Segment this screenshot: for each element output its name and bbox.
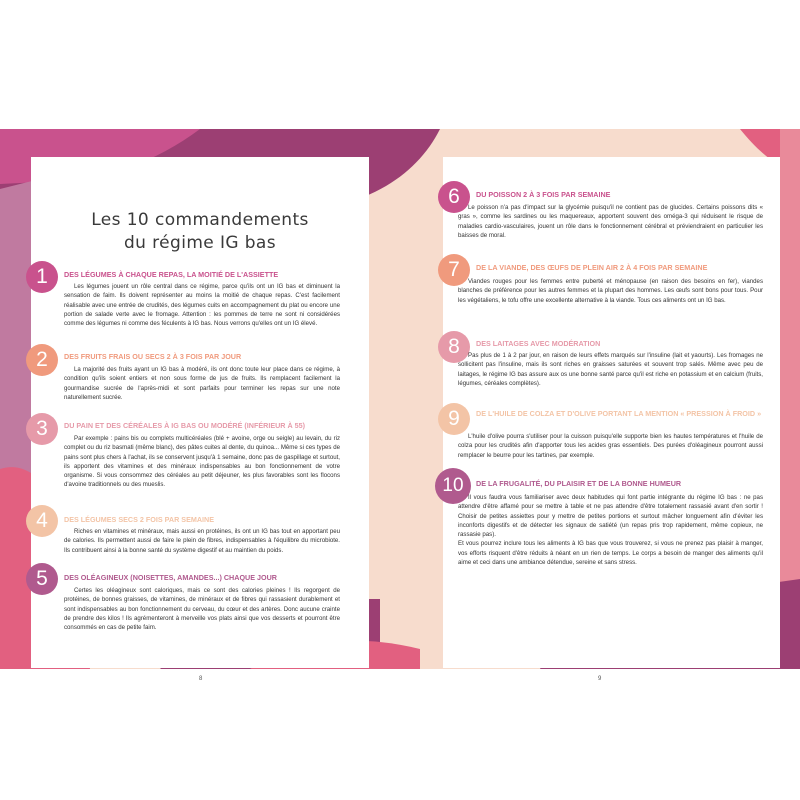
commandment-number-badge: 2: [26, 344, 58, 376]
commandment-body: L'huile d'olive pourra s'utiliser pour la cuisson puisqu'elle supporte bien les hautes températures et l'huile de colza pour les crudités afin d'apporter tous les acides gras essentiels. Des purées d'oléagineux pourront aussi remplacer le beurre pour les tartines, par exemple.: [458, 433, 763, 459]
commandment-body: [458, 493, 763, 567]
left-page: [31, 157, 369, 682]
commandment-body: La majorité des fruits ayant un IG bas à modéré, ils ont donc toute leur place dans ce régime, à condition qu'ils soient entiers et non sous forme de jus de fruits. Ils remplacent facilement la gourmandise sucrée de l'après-midi et sont parfaits pour terminer les repas sur une note naturellement sucrée.: [64, 366, 340, 401]
commandment-number-badge: 8: [438, 331, 470, 363]
commandment-number-badge: 1: [26, 261, 58, 293]
commandment-heading: DES LÉGUMES SECS 2 FOIS PAR SEMAINE: [64, 515, 215, 524]
commandment-body: Les légumes jouent un rôle central dans ce régime, parce qu'ils ont un IG bas et diminuent la sensation de faim. Ils doivent représenter au moins la moitié de chaque repas. C'est facilement réalisable avec une entrée de crudités, des légumes cuits en accompagnement du plat ou encore une portion de salade verte avec le fromage. Attention : les pommes de terre ne sont ni considérées comme des légumes ni comme des féculents à IG bas. Nous verrons qu'elles ont un IG élevé.: [64, 283, 340, 328]
commandment-number-badge: 9: [438, 403, 470, 435]
title-line-1: Les 10 commandements: [91, 210, 309, 230]
commandment-number-badge: 5: [26, 563, 58, 595]
commandment-body-paragraph-1: Il vous faudra vous familiariser avec deux habitudes qui font partie intégrante du régime IG bas : ne pas attendre d'être affamé pour se mettre à table et ne pas attendre d'être totalement rassasié avant d'en sortir ! Choisir de petites assiettes pour y mettre de petites portions et surtout mâcher longuement afin d'éviter les inconforts digestifs et de détecter les signaux de satiété (un repas pris trop rapidement, même copieux, ne rassasie pas).: [458, 494, 763, 539]
commandment-number-badge: 4: [26, 505, 58, 537]
commandment-number-badge: 10: [435, 468, 471, 504]
commandment-body: Par exemple : pains bis ou complets multicéréales (blé + avoine, orge ou seigle) au levain, du riz complet ou du riz basmati (même blanc), des pâtes cuites al dente, du quinoa... Même si ces types de pains sont plus chers à l'achat, ils se conservent jusqu'à 1 semaine, donc pas de gaspillage et surtout, ils apportent des vitamines et des minéraux indispensables au bon fonctionnement de votre organisme. Si vous consommez des céréales au petit déjeuner, les plus favorables sont les flocons d'avoine traditionnels ou des mueslis.: [64, 435, 340, 489]
commandment-number-badge: 3: [26, 413, 58, 445]
page-title: [31, 209, 369, 255]
commandment-heading: DE LA FRUGALITÉ, DU PLAISIR ET DE LA BONNE HUMEUR: [476, 479, 682, 488]
commandment-heading: DES LAITAGES AVEC MODÉRATION: [476, 339, 601, 348]
commandment-number-badge: 6: [438, 181, 470, 213]
book-spread: [0, 129, 800, 682]
commandment-heading: DU POISSON 2 À 3 FOIS PAR SEMAINE: [476, 190, 611, 199]
commandment-body: Pas plus de 1 à 2 par jour, en raison de leurs effets marqués sur l'insuline (lait et yaourts). Les fromages ne sollicitent pas l'insuline, mais ils sont riches en graisses saturées et souvent trop salés. Même avec peu de laitages, le régime IG bas assure aux os une bonne santé parce qu'il est riche en potassium et en calcium (fruits, légumes, céréales complètes).: [458, 352, 763, 387]
commandment-heading: DE LA VIANDE, DES ŒUFS DE PLEIN AIR 2 À 4 FOIS PAR SEMAINE: [476, 263, 708, 272]
commandment-heading: DE L'HUILE DE COLZA ET D'OLIVE PORTANT LA MENTION « PRESSION À FROID »: [476, 409, 762, 418]
commandment-body-paragraph-2: Et vous pourrez inclure tous les aliments à IG bas que vous trouverez, si vous ne prenez pas plaisir à manger, vos efforts risquent d'être réduits à néant en un rien de temps. Le corps a besoin de manger des aliments qu'il aime et ceci dans une ambiance détendue, sereine et sans stress.: [458, 540, 763, 567]
commandment-number-badge: 7: [438, 254, 470, 286]
commandment-body: Riches en vitamines et minéraux, mais aussi en protéines, ils ont un IG bas tout en apportant peu de calories. Ils permettent aussi de faire le plein de fibres, indispensables à l'équilibre du microbiote. Ils contribuent ainsi à la bonne santé du système digestif et au maintien du poids.: [64, 528, 340, 554]
page-number-right: 9: [598, 676, 602, 682]
commandment-heading: DU PAIN ET DES CÉRÉALES À IG BAS OU MODÉRÉ (INFÉRIEUR À 55): [64, 421, 306, 430]
commandment-heading: DES FRUITS FRAIS OU SECS 2 À 3 FOIS PAR JOUR: [64, 352, 242, 361]
commandment-heading: DES LÉGUMES À CHAQUE REPAS, LA MOITIÉ DE L'ASSIETTE: [64, 270, 279, 279]
commandment-body: Certes les oléagineux sont caloriques, mais ce sont des calories pleines ! Ils regorgent de protéines, de bonnes graisses, de vitamines, de minéraux et de fibres qui rassasient durablement et sont indispensables au bon fonctionnement du cerveau, du cœur et des artères. Donc aucune crainte de prendre des kilos ! Ils agrémenteront à merveille vos plats ainsi que vos desserts et pourront être consommés en cas de petite faim.: [64, 587, 340, 632]
commandment-heading: DES OLÉAGINEUX (NOISETTES, AMANDES...) CHAQUE JOUR: [64, 573, 277, 582]
commandment-body: Le poisson n'a pas d'impact sur la glycémie puisqu'il ne contient pas de glucides. Certains poissons dits « gras », comme les sardines ou les maquereaux, apportent souvent des oméga-3 qui réduisent le risque de maladies cardio-vasculaires, jouent un rôle dans le fonctionnement cérébral et préviendraient en particulier les baisses de moral.: [458, 204, 763, 239]
right-page: [442, 157, 780, 682]
page-number-left: 8: [199, 676, 203, 682]
commandment-body: Viandes rouges pour les femmes entre puberté et ménopause (en raison des besoins en fer), viandes blanches de préférence pour les autres femmes et la plupart des hommes. Les œufs sont bons pour tous. Pour les végétaliens, le tofu offre une excellente alternative à la viande. Tous ces aliments ont un IG bas.: [458, 278, 763, 304]
title-line-2: du régime IG bas: [123, 233, 277, 253]
